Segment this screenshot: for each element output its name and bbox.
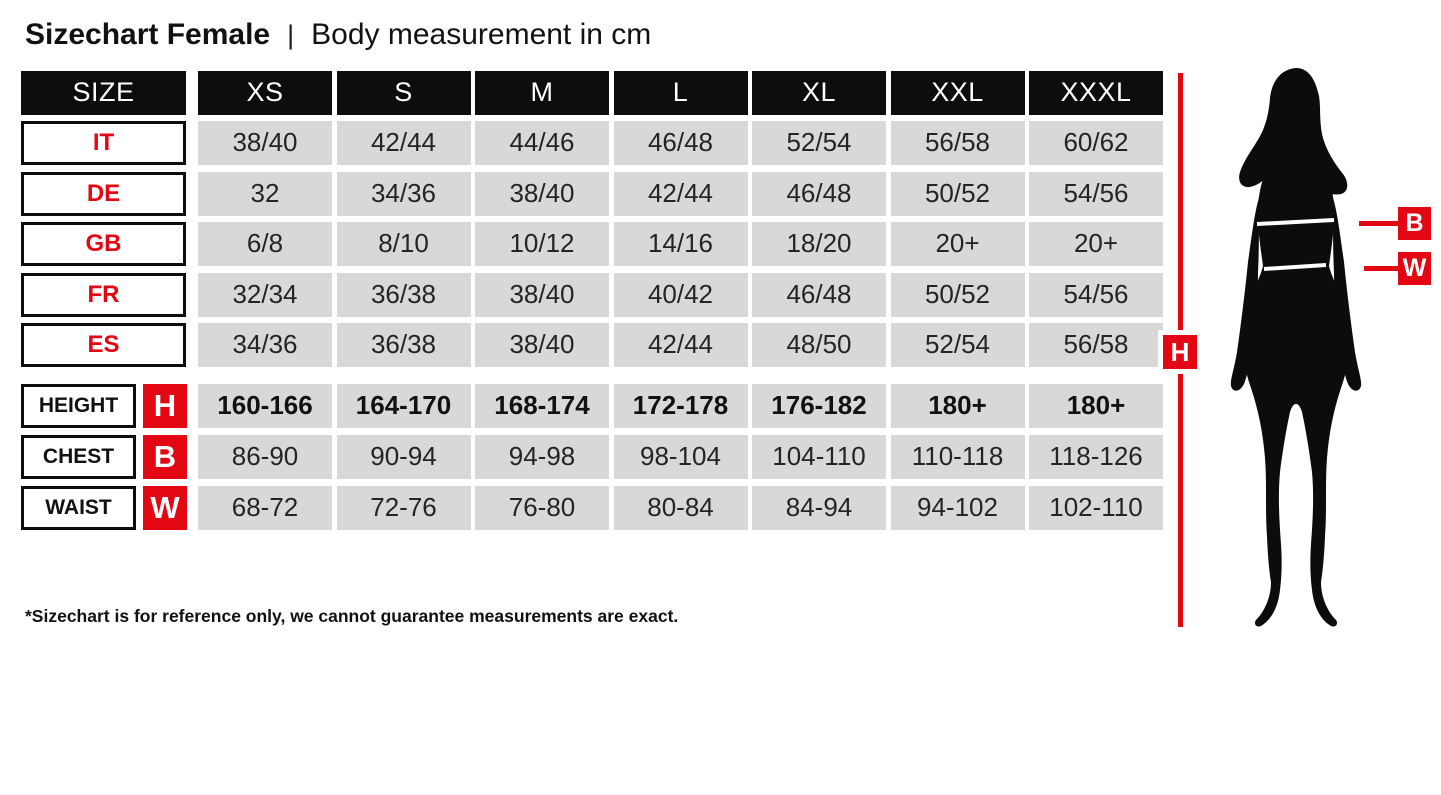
size-cell: 102-110 <box>1029 486 1163 530</box>
size-cell: 38/40 <box>475 172 609 216</box>
size-cell: 34/36 <box>198 323 332 367</box>
country-label-es: ES <box>21 323 186 367</box>
size-cell: 40/42 <box>614 273 748 317</box>
size-cell: 50/52 <box>891 273 1025 317</box>
size-cell: 46/48 <box>752 172 886 216</box>
size-cell: 172-178 <box>614 384 748 428</box>
size-cell: 168-174 <box>475 384 609 428</box>
row-cells <box>198 435 1163 479</box>
size-cell: 94-98 <box>475 435 609 479</box>
waist-label-badge: W <box>1398 252 1431 285</box>
size-cell: 68-72 <box>198 486 332 530</box>
size-cell: 76-80 <box>475 486 609 530</box>
female-silhouette <box>1214 68 1378 628</box>
size-cell: 38/40 <box>475 323 609 367</box>
size-cell: 44/46 <box>475 121 609 165</box>
table-row-waist <box>21 486 1166 530</box>
size-cell: 20+ <box>891 222 1025 266</box>
row-cells <box>198 486 1163 530</box>
size-cell: 50/52 <box>891 172 1025 216</box>
bust-pointer-line <box>1359 221 1398 226</box>
size-cell: 52/54 <box>891 323 1025 367</box>
row-cells <box>198 384 1163 428</box>
table-row-gb <box>21 222 1166 266</box>
row-cells <box>198 222 1163 266</box>
size-cell: 160-166 <box>198 384 332 428</box>
size-cell: 46/48 <box>752 273 886 317</box>
title-main: Sizechart Female <box>25 18 271 51</box>
title-separator: | <box>287 20 295 50</box>
size-cell: 34/36 <box>337 172 471 216</box>
size-cell: 38/40 <box>198 121 332 165</box>
size-cell: 110-118 <box>891 435 1025 479</box>
size-cell: 80-84 <box>614 486 748 530</box>
size-cell: 36/38 <box>337 323 471 367</box>
disclaimer-text: *Sizechart is for reference only, we cannot guarantee measurements are exact. <box>25 606 679 626</box>
height-marker-chip: H <box>143 384 187 428</box>
size-cell: 54/56 <box>1029 172 1163 216</box>
size-cell: 36/38 <box>337 273 471 317</box>
size-cell: 52/54 <box>752 121 886 165</box>
country-label-gb: GB <box>21 222 186 266</box>
size-cell: 42/44 <box>614 172 748 216</box>
size-cell: 86-90 <box>198 435 332 479</box>
size-cell: 6/8 <box>198 222 332 266</box>
title-subtitle: Body measurement in cm <box>311 18 652 51</box>
size-cell: 180+ <box>891 384 1025 428</box>
chest-marker-chip: B <box>143 435 187 479</box>
page-title <box>25 18 651 52</box>
table-row-fr <box>21 273 1166 317</box>
size-cell: 38/40 <box>475 273 609 317</box>
size-cell: 56/58 <box>891 121 1025 165</box>
header-cell-xxxl: XXXL <box>1029 71 1163 115</box>
table-header-row <box>21 71 1166 115</box>
header-cell-xs: XS <box>198 71 332 115</box>
table-row-it <box>21 121 1166 165</box>
header-cell-s: S <box>337 71 471 115</box>
size-cell: 180+ <box>1029 384 1163 428</box>
size-cell: 164-170 <box>337 384 471 428</box>
row-cells <box>198 121 1163 165</box>
country-label-it: IT <box>21 121 186 165</box>
size-cell: 42/44 <box>337 121 471 165</box>
size-cell: 72-76 <box>337 486 471 530</box>
header-cell-l: L <box>614 71 748 115</box>
size-cell: 94-102 <box>891 486 1025 530</box>
size-cell: 14/16 <box>614 222 748 266</box>
size-cell: 48/50 <box>752 323 886 367</box>
corner-header-size: SIZE <box>21 71 186 115</box>
header-cell-m: M <box>475 71 609 115</box>
header-cell-xxl: XXL <box>891 71 1025 115</box>
row-cells <box>198 273 1163 317</box>
measurement-label-height: HEIGHT <box>21 384 136 428</box>
size-cell: 18/20 <box>752 222 886 266</box>
measurement-label-chest: CHEST <box>21 435 136 479</box>
measurement-label-waist: WAIST <box>21 486 136 530</box>
header-cell-xl: XL <box>752 71 886 115</box>
size-cell: 32 <box>198 172 332 216</box>
size-cell: 104-110 <box>752 435 886 479</box>
waist-marker-chip: W <box>143 486 187 530</box>
size-cell: 56/58 <box>1029 323 1163 367</box>
table-row-de <box>21 172 1166 216</box>
size-cell: 84-94 <box>752 486 886 530</box>
bust-label-badge: B <box>1398 207 1431 240</box>
size-cell: 54/56 <box>1029 273 1163 317</box>
size-cell: 60/62 <box>1029 121 1163 165</box>
size-cell: 176-182 <box>752 384 886 428</box>
waist-pointer-line <box>1364 266 1398 271</box>
height-label-badge: H <box>1158 330 1202 374</box>
table-row-height <box>21 384 1166 428</box>
size-cell: 90-94 <box>337 435 471 479</box>
table-row-chest <box>21 435 1166 479</box>
header-cells <box>198 71 1163 115</box>
size-cell: 98-104 <box>614 435 748 479</box>
size-cell: 32/34 <box>198 273 332 317</box>
size-cell: 10/12 <box>475 222 609 266</box>
size-cell: 118-126 <box>1029 435 1163 479</box>
size-cell: 46/48 <box>614 121 748 165</box>
size-cell: 42/44 <box>614 323 748 367</box>
row-cells <box>198 172 1163 216</box>
table-row-es <box>21 323 1166 367</box>
country-label-fr: FR <box>21 273 186 317</box>
country-label-de: DE <box>21 172 186 216</box>
size-cell: 8/10 <box>337 222 471 266</box>
size-cell: 20+ <box>1029 222 1163 266</box>
row-cells <box>198 323 1163 367</box>
